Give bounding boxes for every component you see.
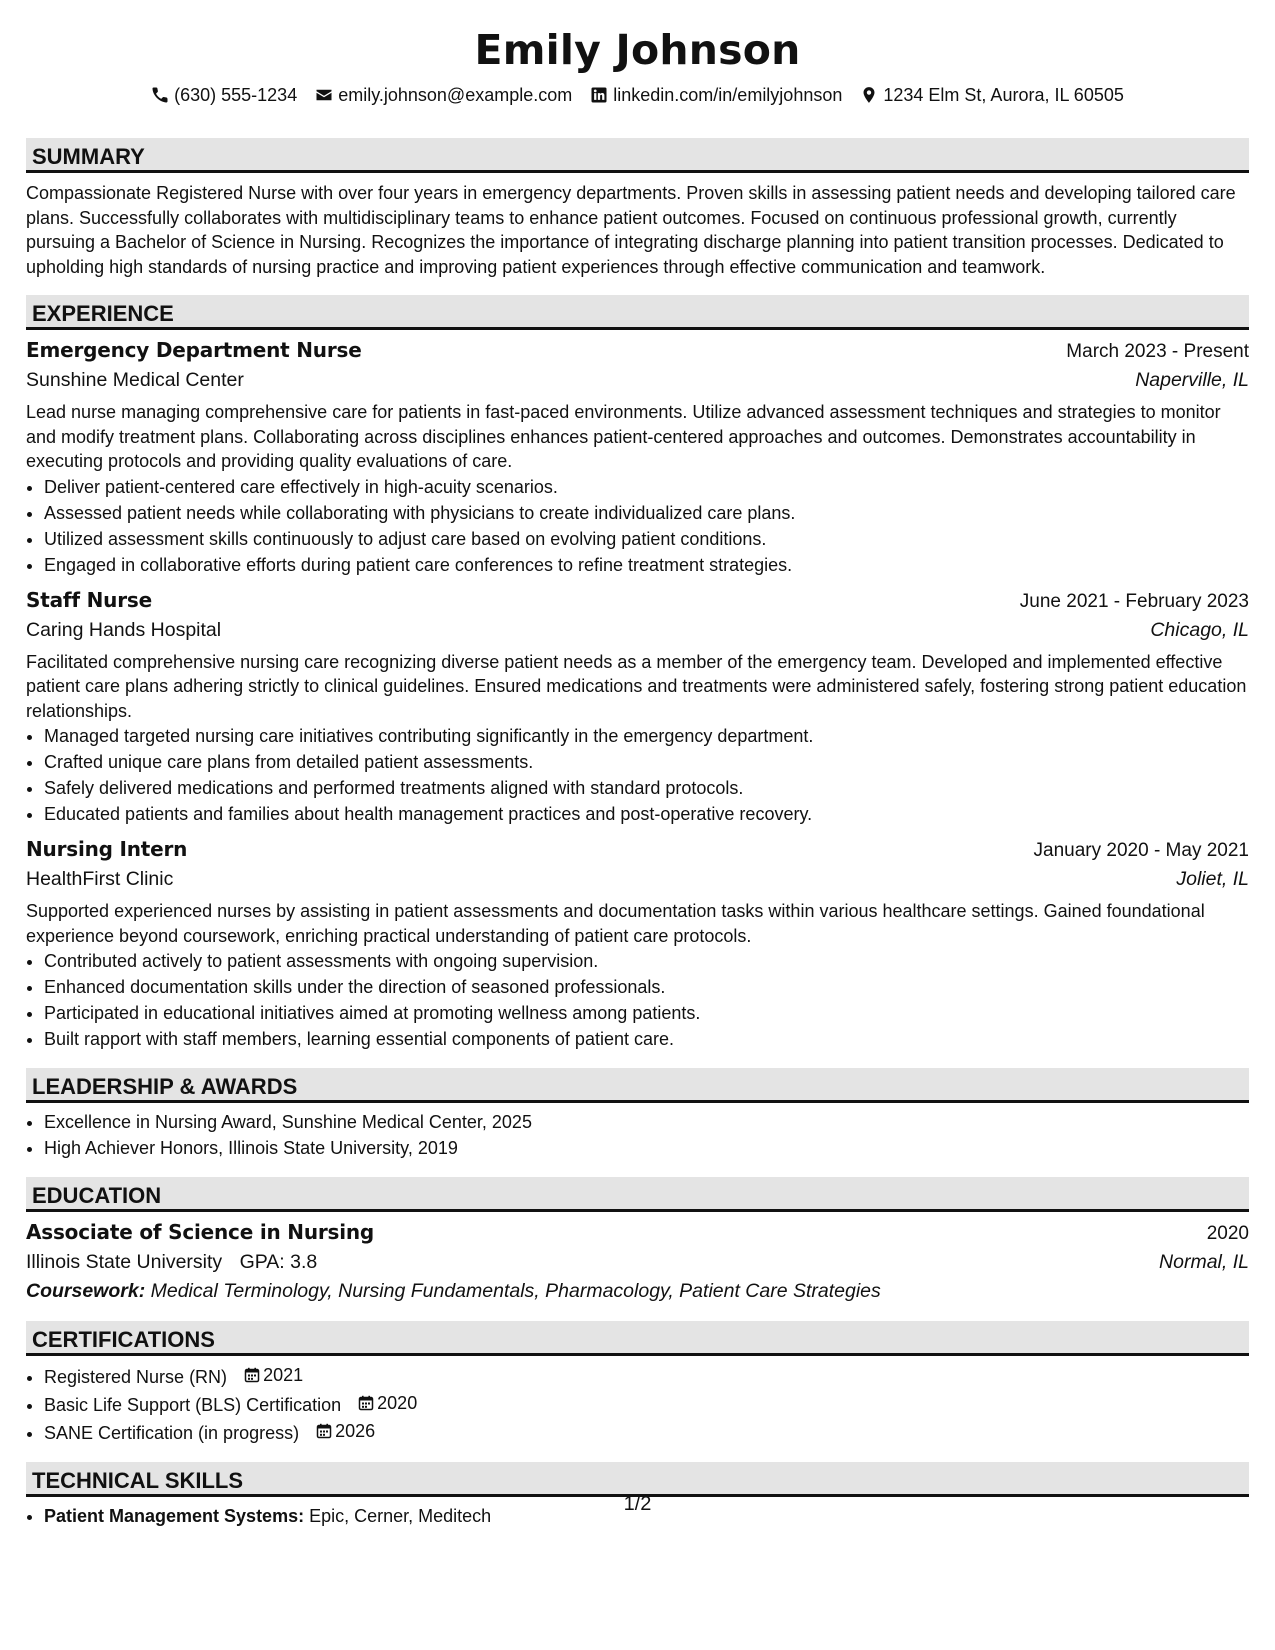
awards-heading: LEADERSHIP & AWARDS [26,1068,1249,1103]
list-item: • Deliver patient-centered care effectively in high-acuity scenarios. [44,474,1249,500]
school-line [26,1251,317,1274]
certification-name: SANE Certification (in progress) [44,1423,300,1443]
phone-icon [151,86,169,104]
list-item: • Crafted unique care plans from detailed patient assessments. [44,749,1249,775]
education-entry [26,1220,1249,1303]
list-item: • Managed targeted nursing care initiatives contributing significantly in the emergency department. [44,723,1249,749]
summary-text: Compassionate Registered Nurse with over four years in emergency departments. Proven skills in assessing patient needs and developing tailored care plans. Successfully collaborates with multidisciplinary teams to enhance patient outcomes. Focused on continuous professional growth, currently pursuing a Bachelor of Science in Nursing. Recognizes the importance of integrating discharge planning into patient transition processes. Dedicated to upholding high standards of nursing practice and improving patient experiences through effective communication and teamwork. [26,183,1236,277]
certification-year: 2020 [377,1393,418,1413]
list-item: • Contributed actively to patient assessments with ongoing supervision. [44,948,1249,974]
map-pin-icon [860,86,878,104]
envelope-icon [315,86,333,104]
job-entry [26,588,1249,828]
job-organization: Sunshine Medical Center [26,369,244,391]
list-item: • Participated in educational initiatives aimed at promoting wellness among patients. [44,1000,1249,1026]
list-item: • Utilized assessment skills continuously to adjust care based on evolving patient conditions. [44,526,1249,552]
list-item: • Engaged in collaborative efforts during patient care conferences to refine treatment strategies. [44,552,1249,578]
certifications-list [26,1362,1249,1446]
list-item: • Safely delivered medications and performed treatments aligned with standard protocols. [44,775,1249,801]
job-location: Chicago, IL [1150,618,1249,641]
list-item: • Assessed patient needs while collaborating with physicians to create individualized care plans. [44,500,1249,526]
certification-date [244,1362,303,1388]
experience-heading: EXPERIENCE [26,295,1249,330]
list-item: • Enhanced documentation skills under the direction of seasoned professionals. [44,974,1249,1000]
graduation-year: 2020 [1206,1223,1249,1244]
job-bullets [26,723,1249,827]
contact-linkedin[interactable] [590,85,842,106]
job-dates: January 2020 - May 2021 [1033,840,1249,861]
list-item [44,1390,1249,1418]
job-location: Joliet, IL [1176,868,1249,890]
school-name: Illinois State University [26,1251,223,1273]
certification-date [358,1390,417,1416]
list-item [44,1362,1249,1390]
job-org-row [26,369,1249,392]
education-degree-row [26,1220,1249,1245]
job-entry [26,338,1249,578]
list-item: • High Achiever Honors, Illinois State University, 2019 [44,1135,1249,1161]
job-title: Staff Nurse [26,587,152,612]
candidate-name: Emily Johnson [474,26,801,74]
job-description: Facilitated comprehensive nursing care recognizing diverse patient needs as a member of the emergency team. Developed and implemented effective patient care plans adhering strictly to clinical guidelines. Ensured medications and treatments were administered safely, fostering strong patient education relationships. [26,651,1247,721]
job-title: Emergency Department Nurse [26,338,362,362]
linkedin-icon [590,86,608,104]
job-description: Lead nurse managing comprehensive care for patients in fast-paced environments. Utilize advanced assessment techniques and strategies to monitor and modify treatment plans. Collaborating across disciplines enhances patient-centered approaches and outcomes. Demonstrates accountability in executing protocols and providing quality evaluations of care. [26,402,1221,471]
certification-name: Basic Life Support (BLS) Certification [44,1395,342,1415]
coursework-text: Medical Terminology, Nursing Fundamentals, Pharmacology, Patient Care Strategies [150,1280,881,1302]
skills-heading: TECHNICAL SKILLS [26,1462,1249,1497]
contact-address [860,85,1124,106]
list-item: • Built rapport with staff members, learning essential components of patient care. [44,1026,1249,1052]
education-school-row [26,1251,1249,1274]
list-item: • Excellence in Nursing Award, Sunshine Medical Center, 2025 [44,1109,1249,1135]
education-heading: EDUCATION [26,1177,1249,1212]
list-item: • Educated patients and families about health management practices and post-operative recovery. [44,801,1249,827]
page-number: 1/2 [623,1493,652,1515]
certification-year: 2021 [263,1365,304,1385]
coursework [26,1280,1249,1303]
awards-list [26,1109,1249,1161]
job-title-row [26,837,1249,862]
summary-heading: SUMMARY [26,138,1249,173]
gpa: GPA: 3.8 [239,1251,318,1273]
skill-value: Epic, Cerner, Meditech [309,1506,492,1526]
certification-date [316,1418,375,1444]
address-text: 1234 Elm St, Aurora, IL 60505 [883,84,1124,105]
list-item [44,1418,1249,1446]
job-entry [26,837,1249,1052]
email-text: emily.johnson@example.com [338,84,573,105]
certifications-heading: CERTIFICATIONS [26,1321,1249,1356]
job-bullets [26,948,1249,1052]
calendar-icon [316,1423,332,1439]
contact-email[interactable] [315,85,572,106]
degree-title: Associate of Science in Nursing [26,1220,375,1244]
school-location: Normal, IL [1159,1251,1249,1273]
job-organization: Caring Hands Hospital [26,618,222,641]
resume-page [26,0,1249,1529]
phone-text: (630) 555-1234 [174,84,298,105]
job-bullets [26,474,1249,578]
certification-name: Registered Nurse (RN) [44,1367,228,1387]
coursework-label: Coursework: [26,1280,146,1302]
calendar-icon [244,1367,260,1383]
job-description: Supported experienced nurses by assisting in patient assessments and documentation tasks within various healthcare settings. Gained foundational experience beyond coursework, enriching practical understanding of patient care protocols. [26,901,1205,946]
job-org-row [26,619,1249,642]
contact-phone[interactable] [151,85,297,106]
job-title-row [26,588,1249,613]
job-org-row [26,868,1249,891]
job-title-row [26,338,1249,363]
linkedin-text: linkedin.com/in/emilyjohnson [613,84,843,105]
job-location: Naperville, IL [1135,369,1249,391]
contact-bar [26,82,1249,108]
skill-label: Patient Management Systems: [44,1506,305,1526]
certification-year: 2026 [335,1421,376,1441]
job-title: Nursing Intern [26,837,188,861]
job-dates: March 2023 - Present [1066,341,1249,362]
job-organization: HealthFirst Clinic [26,868,174,890]
calendar-icon [358,1395,374,1411]
job-dates: June 2021 - February 2023 [1019,590,1249,612]
